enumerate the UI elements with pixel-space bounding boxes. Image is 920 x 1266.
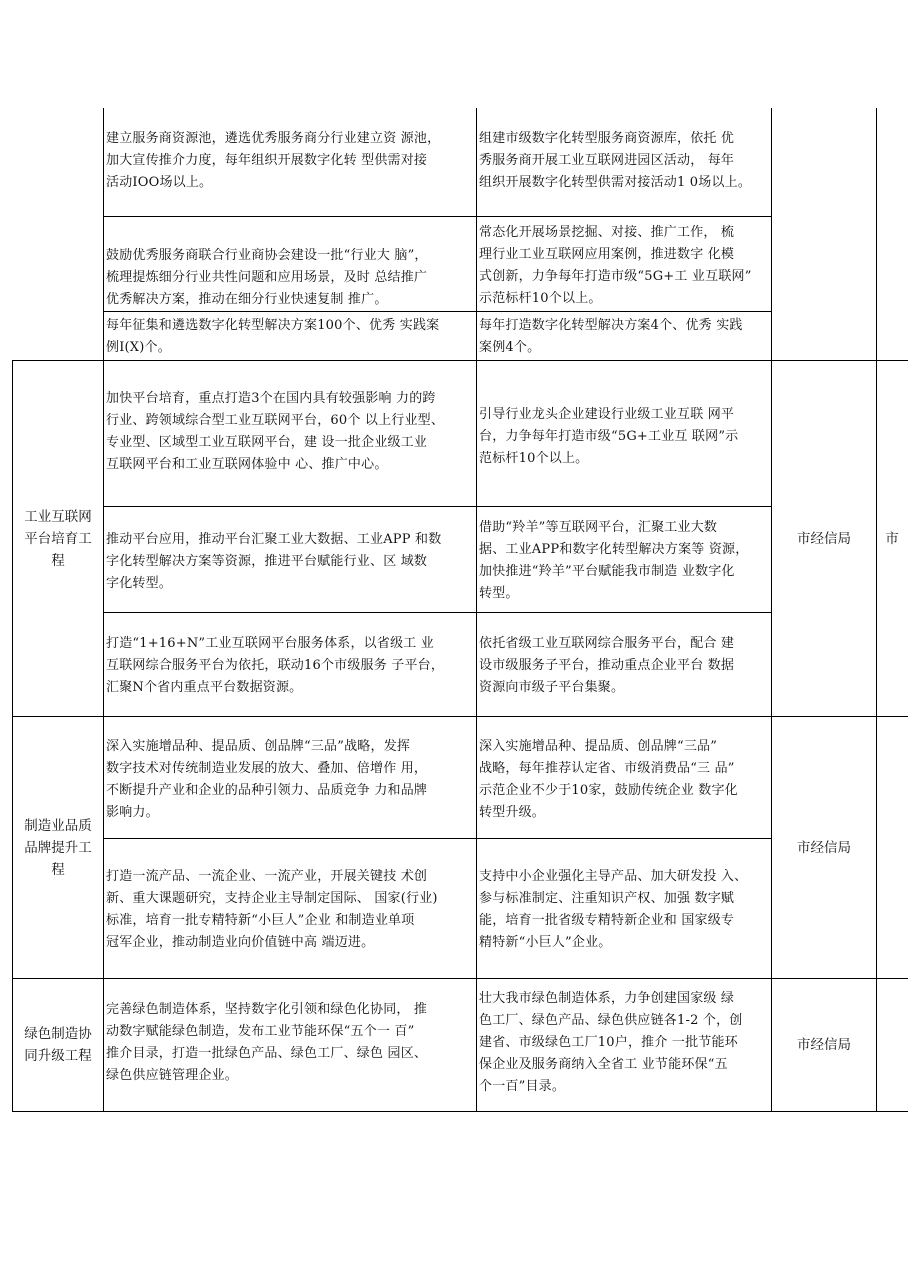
department-cell: 市经信局: [797, 839, 851, 856]
target-cell: 常态化开展场景挖掘、对接、推广工作， 梳 理行业工业互联网应用案例，推进数字 化模 式创新，力争每年打造市级“5G+工 业互联网” 示范标杆10个以上。: [479, 225, 752, 306]
target-cell: 组建市级数字化转型服务商资源库，依托 优 秀服务商开展工业互联网进园区活动， 每年 组织开展数字化转型供需对接活动1 0场以上。: [479, 131, 752, 190]
target-cell: 每年打造数字化转型解决方案4个、优秀 实践 案例4个。: [479, 318, 743, 355]
measure-cell: 深入实施增品种、提品质、创品牌“三品”战略，发挥 数字技术对传统制造业发展的放大、叠加、倍增作 用， 不断提升产业和企业的品种引领力、品质竞争 力和品牌 影响力。: [106, 739, 428, 820]
target-cell: 依托省级工业互联网综合服务平台，配合 建 设市级服务子平台，推动重点企业平台 数据 资源向市级子平台集聚。: [479, 636, 735, 695]
target-cell: 支持中小企业强化主导产品、加大研发投 入、 参与标准制定、注重知识产权、加强 数字赋 能，培育一批省级专精特新企业和 国家级专 精特新“小巨人”企业。: [479, 869, 748, 950]
lead-cell: 市: [885, 530, 899, 547]
table-divider-2: [476, 108, 477, 1112]
row-divider: [103, 216, 772, 217]
measure-cell: 完善绿色制造体系，坚持数字化引领和绿色化协同， 推 动数字赋能绿色制造，发布工业节能环保“五个一 百” 推介目录，打造一批绿色产品、绿色工厂、绿色 园区、 绿色供应链管理企业。: [106, 1002, 428, 1083]
measure-cell: 打造“1+16+N”工业互联网平台服务体系，以省级工 业 互联网综合服务平台为依托，联动16个市级服务 子平台， 汇聚N个省内重点平台数据资源。: [106, 636, 445, 695]
target-cell: 壮大我市绿色制造体系，力争创建国家级 绿 色工厂、绿色产品、绿色供应链各1-2 个，创 建省、市级绿色工厂10户，推介 一批节能环 保企业及服务商纳入全省工 业节能环保“五 个一百”目录。: [479, 991, 743, 1094]
measure-cell: 鼓励优秀服务商联合行业商协会建设一批“行业大 脑”， 梳理提炼细分行业共性问题和应用场景，及时 总结推广 优秀解决方案，推动在细分行业快速复制 推广。: [106, 248, 428, 307]
category-cell: 制造业品质 品牌提升工 程: [24, 817, 92, 878]
target-cell: 深入实施增品种、提品质、创品牌“三品” 战略，每年推荐认定省、市级消费品“三 品” 示范企业不少于10家，鼓励传统企业 数字化 转型升级。: [479, 739, 738, 820]
category-cell: 工业互联网 平台培育工 程: [24, 508, 92, 569]
row-divider: [103, 838, 772, 839]
measure-cell: 推动平台应用，推动平台汇聚工业大数据、工业APP 和数 字化转型解决方案等资源，推进平台赋能行业、区 域数 字化转型。: [106, 532, 442, 591]
target-cell: 引导行业龙头企业建设行业级工业互联 网平 台，力争每年打造市级“5G+工业互 联网”示 范标杆10个以上。: [479, 407, 739, 466]
table-border-bottom: [12, 1111, 908, 1112]
category-cell: 绿色制造协 同升级工程: [24, 1026, 92, 1064]
measure-cell: 每年征集和遴选数字化转型解决方案100个、优秀 实践案 例I(X)个。: [106, 318, 440, 355]
department-cell: 市经信局: [797, 1037, 851, 1053]
row-divider: [103, 311, 772, 312]
table-divider-1: [103, 108, 104, 1112]
row-divider: [103, 506, 772, 507]
row-divider: [103, 612, 772, 613]
measure-cell: 打造一流产品、一流企业、一流产业，开展关键技 术创 新、重大课题研究，支持企业主导制定国际、 国家(行业) 标准，培育一批专精特新“小巨人”企业 和制造业单项 冠军企业，推动制造业向价值链中高 端迈进。: [106, 869, 438, 950]
measure-cell: 建立服务商资源池，遴选优秀服务商分行业建立资 源池， 加大宣传推介力度，每年组织开展数字化转 型供需对接 活动IOO场以上。: [106, 131, 441, 190]
department-cell: 市经信局: [797, 530, 851, 547]
measure-cell: 加快平台培育，重点打造3个在国内具有较强影响 力的跨 行业、跨领域综合型工业互联网平台，60个 以上行业型、 专业型、区域型工业互联网平台，建 设一批企业级工业 互联网平台和工业互联网体验中 心、推广中心。: [106, 391, 445, 472]
target-cell: 借助“羚羊”等互联网平台，汇聚工业大数 据、工业APP和数字化转型解决方案等 资源， 加快推进“羚羊”平台赋能我市制造 业数字化 转型。: [479, 520, 749, 601]
